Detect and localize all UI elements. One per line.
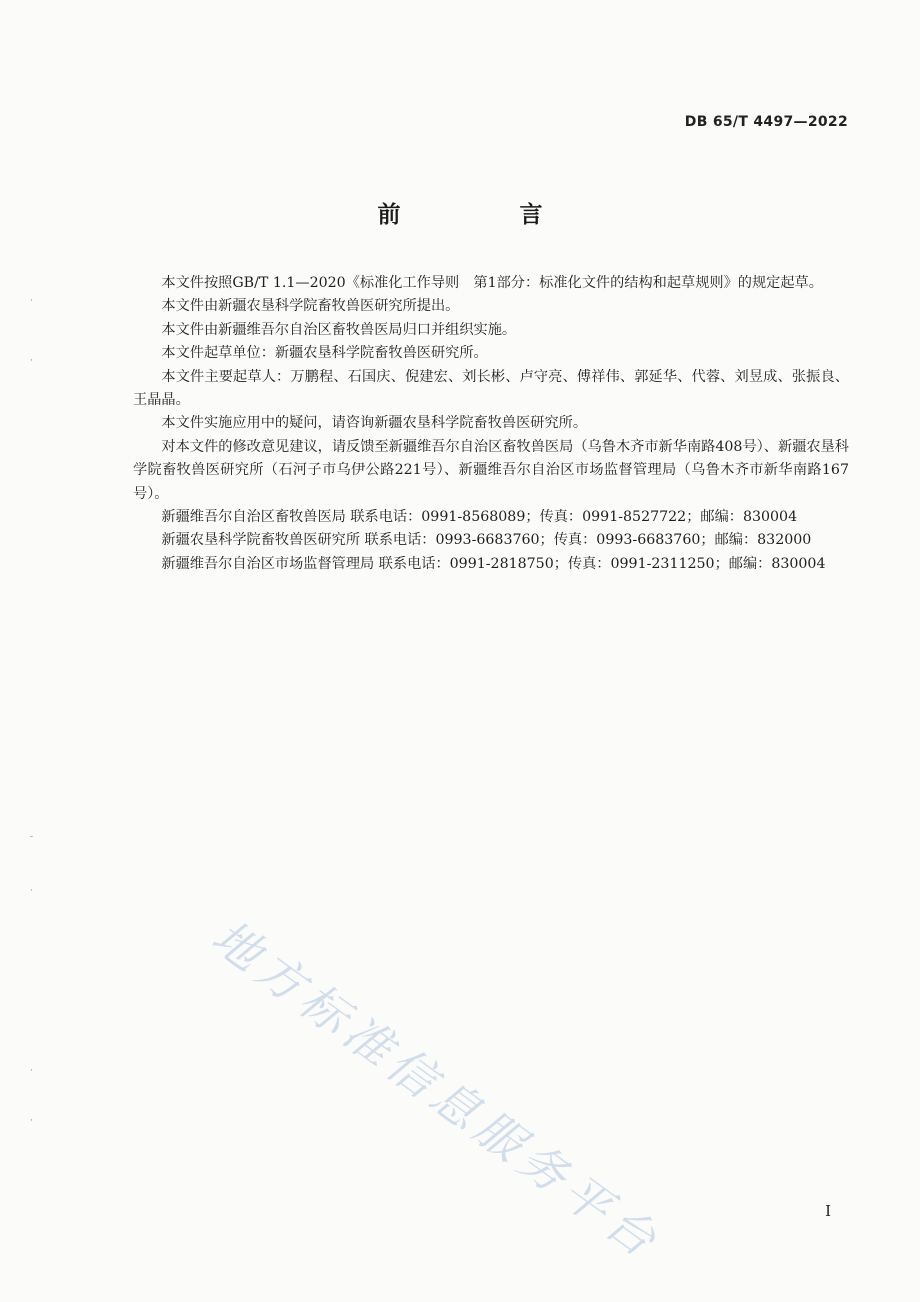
- paragraph-drafting-rules: 本文件按照GB/T 1.1—2020《标准化工作导则 第1部分：标准化文件的结构和起草规则》的规定起草。: [161, 275, 823, 291]
- scan-speck: ·: [30, 356, 33, 366]
- paragraph-proposer: 本文件由新疆农垦科学院畜牧兽医研究所提出。: [161, 298, 460, 315]
- contact-line: 新疆维吾尔自治区畜牧兽医局 联系电话：0991-8568089；传真：0991-8527722；邮编：830004: [161, 509, 798, 526]
- scan-speck: -: [30, 832, 34, 842]
- scan-speck: ·: [30, 1116, 33, 1126]
- contact-line: 新疆维吾尔自治区市场监督管理局 联系电话：0991-2818750；传真：0991-2311250；邮编：830004: [161, 555, 826, 572]
- paragraph-drafters: 本文件主要起草人：万鹏程、石国庆、倪建宏、刘长彬、卢守亮、傅祥伟、郭延华、代蓉、刘昱成、张振良、王晶晶。: [133, 368, 849, 409]
- paragraph-feedback: 对本文件的修改意见建议，请反馈至新疆维吾尔自治区畜牧兽医局（乌鲁木齐市新华南路408号）、新疆农垦科学院畜牧兽医研究所（石河子市乌伊公路221号）、新疆维吾尔自治区市场监督管理局（乌鲁木齐市新华南路167号）。: [133, 438, 849, 502]
- scan-speck: ·: [30, 886, 33, 896]
- paragraph-inquiries: 本文件实施应用中的疑问，请咨询新疆农垦科学院畜牧兽医研究所。: [161, 415, 588, 432]
- paragraph-administrator: 本文件由新疆维吾尔自治区畜牧兽医局归口并组织实施。: [161, 321, 517, 338]
- scan-speck: ·: [30, 1066, 33, 1076]
- watermark: 地方标准信息服务平台: [201, 909, 671, 1272]
- foreword-body: [133, 272, 849, 576]
- contact-line: 新疆农垦科学院畜牧兽医研究所 联系电话：0993-6683760；传真：0993-6683760；邮编：832000: [161, 532, 812, 549]
- page-number: I: [825, 1202, 831, 1220]
- standard-code: DB 65/T 4497—2022: [684, 114, 848, 130]
- page-title: 前 言: [377, 202, 591, 228]
- scan-speck: ·: [30, 296, 33, 306]
- paragraph-drafting-unit: 本文件起草单位：新疆农垦科学院畜牧兽医研究所。: [161, 345, 488, 362]
